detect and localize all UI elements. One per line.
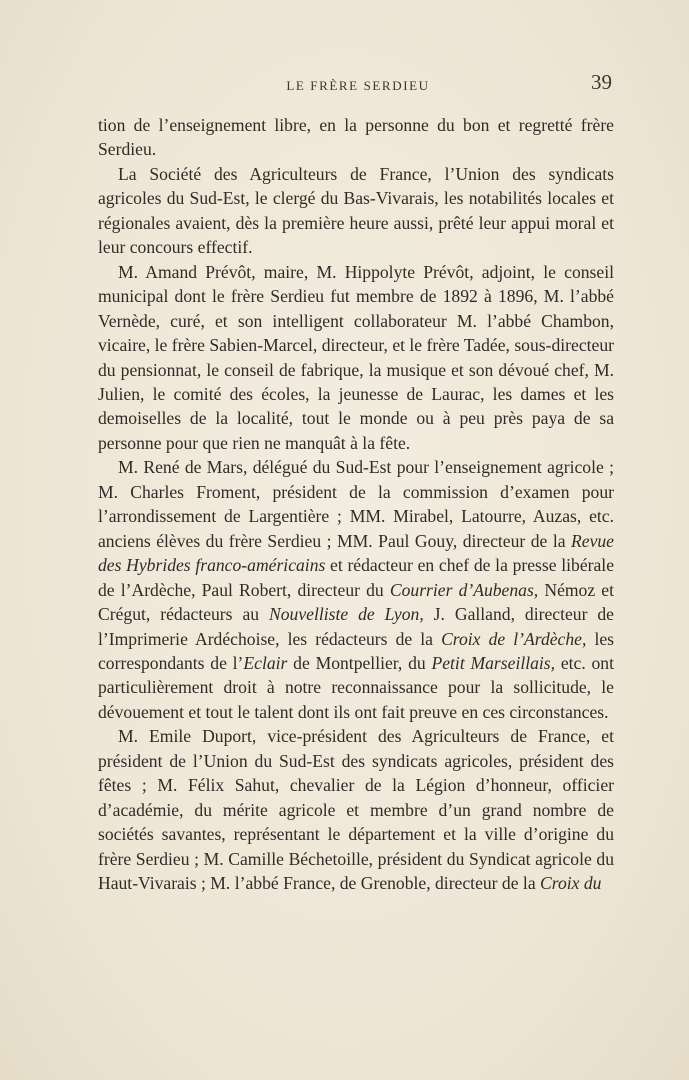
text-run: M. Amand Prévôt, maire, M. Hippolyte Prévôt, adjoint, le conseil municipal dont le frère Serdieu fut membre de 1892 à 1896, M. l’abbé Vernède, curé, et son intelligent collaborateur M. l’abbé Chambon, vicaire, le frère Sabien-Marcel, directeur, et le frère Tadée, sous-directeur du pensionnat, le conseil de fabrique, la musique et son dévoué chef, M. Julien, le comité des écoles, la jeunesse de Laurac, les dames et les demoiselles de la localité, tout le monde ou à peu près paya de sa personne pour que rien ne manquât à la fête. [98,261,614,453]
text-run: La Société des Agriculteurs de France, l’Union des syndicats agricoles du Sud-Est, le clergé du Bas-Vivarais, les notabilités locales et régionales avaient, dès la première heure aussi, prêté leur appui moral et leur concours effectif. [98,163,614,258]
paragraph [98,113,614,162]
paragraph [98,724,614,895]
text-run: M. René de Mars, délégué du Sud-Est pour l’enseignement agricole ; M. Charles Froment, président de la commission d’examen pour l’arrondissement de Largentière ; MM. Mirabel, Latourre, Auzas, etc. anciens élèves du frère Serdieu ; MM. Paul Gouy, directeur de la [98,457,614,551]
italic-title: Petit Marseillais, [431,652,556,673]
italic-title: Croix du [540,873,602,894]
text-run: les correspondants de l’ [98,628,615,673]
body-text [98,113,614,896]
text-run: et rédacteur en chef de la presse libérale de l’Ardèche, Paul Robert, directeur du [98,555,614,600]
text-run: J. Galland, directeur de l’Imprimerie Ardéchoise, les rédacteurs de la [98,604,614,649]
text-run: Némoz et Crégut, rédacteurs au [98,579,615,625]
running-title: LE FRÈRE SERDIEU [286,78,430,93]
italic-title: Croix de l’Ardèche, [441,628,587,649]
paragraph [98,162,614,260]
paragraph [98,455,614,724]
text-run: M. Emile Duport, vice-président des Agriculteurs de France, et président de l’Union du Sud-Est des syndicats agricoles, président des fêtes ; M. Félix Sahut, chevalier de la Légion d’honneur, officier d’académie, du mérite agricole et membre d’un grand nombre de sociétés savantes, représentant le département et la ville d’origine du frère Serdieu ; M. Camille Béchetoille, président du Syndicat agricole du Haut-Vivarais ; M. l’abbé France, de Grenoble, directeur de la [98,726,614,894]
italic-title: Courrier d’Aubenas, [389,579,539,600]
italic-title: Revue des Hybrides franco-américains [98,530,614,576]
text-run: etc. ont particulièrement droit à notre reconnaissance pour la sollicitude, le dévouement et tout le talent dont ils ont fait preuve en ces circonstances. [98,652,614,722]
page-number: 39 [591,70,612,94]
italic-title: Nouvelliste de Lyon, [269,604,424,625]
italic-title: Eclair [243,652,288,673]
text-run: tion de l’enseignement libre, en la personne du bon et regretté frère Serdieu. [98,115,614,160]
paragraph [98,260,614,456]
page-header [98,70,618,98]
text-run: de Montpellier, du [287,652,432,673]
